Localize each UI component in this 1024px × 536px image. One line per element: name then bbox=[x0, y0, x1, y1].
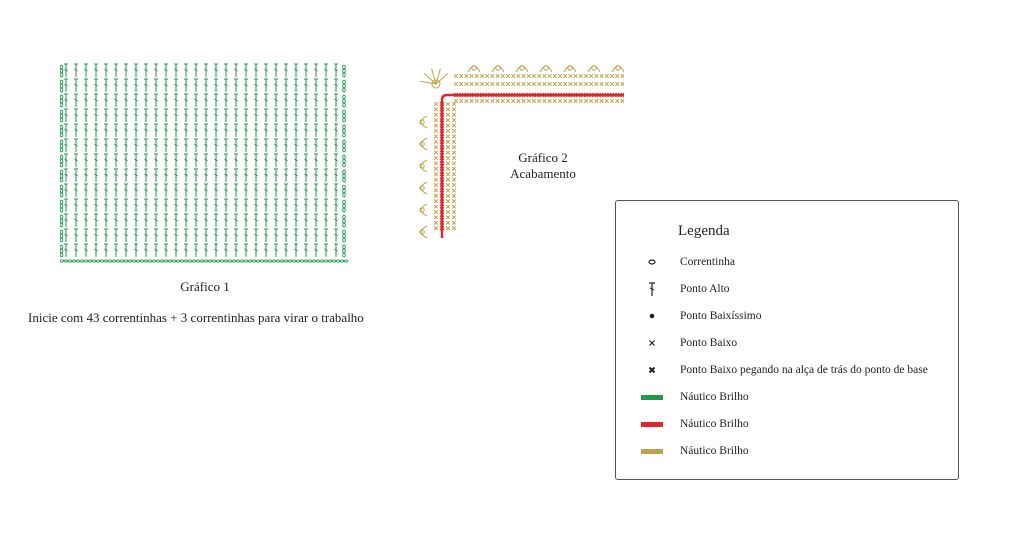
back-loop-x-icon bbox=[636, 366, 668, 374]
legend-item-color-gold bbox=[636, 442, 749, 460]
chart-1-grid bbox=[60, 60, 352, 266]
legend-label: Náutico Brilho bbox=[680, 445, 749, 457]
single-crochet-x-icon bbox=[636, 339, 668, 347]
legend-label: Correntinha bbox=[680, 256, 735, 268]
chart-2-title: Gráfico 2 bbox=[518, 150, 568, 165]
legend-label: Ponto Baixo pegando na alça de trás do ponto de base bbox=[680, 364, 928, 376]
red-color-swatch bbox=[641, 422, 663, 427]
corner-fan bbox=[420, 69, 448, 88]
edging-horizontal-rows bbox=[454, 74, 624, 103]
chart-2-caption bbox=[488, 150, 598, 182]
chart-2-subtitle: Acabamento bbox=[510, 166, 576, 181]
green-color-swatch bbox=[641, 395, 663, 400]
legend-item-color-red bbox=[636, 415, 749, 433]
legend-item-back-loop-single-crochet bbox=[636, 361, 928, 379]
treble-stitch-grid bbox=[64, 64, 338, 257]
legend-item-chain bbox=[636, 253, 735, 271]
legend-label: Náutico Brilho bbox=[680, 391, 749, 403]
chain-stitch-icon bbox=[636, 258, 668, 266]
slip-stitch-dot-icon bbox=[636, 312, 668, 320]
legend-label: Ponto Baixíssimo bbox=[680, 310, 762, 322]
legend-item-slip-stitch bbox=[636, 307, 761, 325]
treble-stitch-icon bbox=[636, 281, 668, 297]
foundation-chain-row bbox=[60, 260, 348, 262]
legend-title: Legenda bbox=[678, 223, 730, 239]
chart-1-instruction: Inicie com 43 correntinhas + 3 correntinhas para virar o trabalho bbox=[28, 310, 364, 325]
top-shell-edging bbox=[468, 66, 624, 72]
left-shell-edging bbox=[420, 116, 427, 238]
legend-label: Ponto Alto bbox=[680, 283, 730, 295]
gold-color-swatch bbox=[641, 449, 663, 454]
turning-chain-columns bbox=[60, 65, 345, 257]
edging-vertical-columns bbox=[434, 102, 456, 230]
legend-label: Náutico Brilho bbox=[680, 418, 749, 430]
legend-item-color-green bbox=[636, 388, 749, 406]
legend-box bbox=[615, 200, 959, 480]
legend-label: Ponto Baixo bbox=[680, 337, 738, 349]
legend-item-single-crochet bbox=[636, 334, 737, 352]
legend-item-treble bbox=[636, 280, 730, 298]
chart-1-caption: Gráfico 1 bbox=[180, 279, 230, 294]
